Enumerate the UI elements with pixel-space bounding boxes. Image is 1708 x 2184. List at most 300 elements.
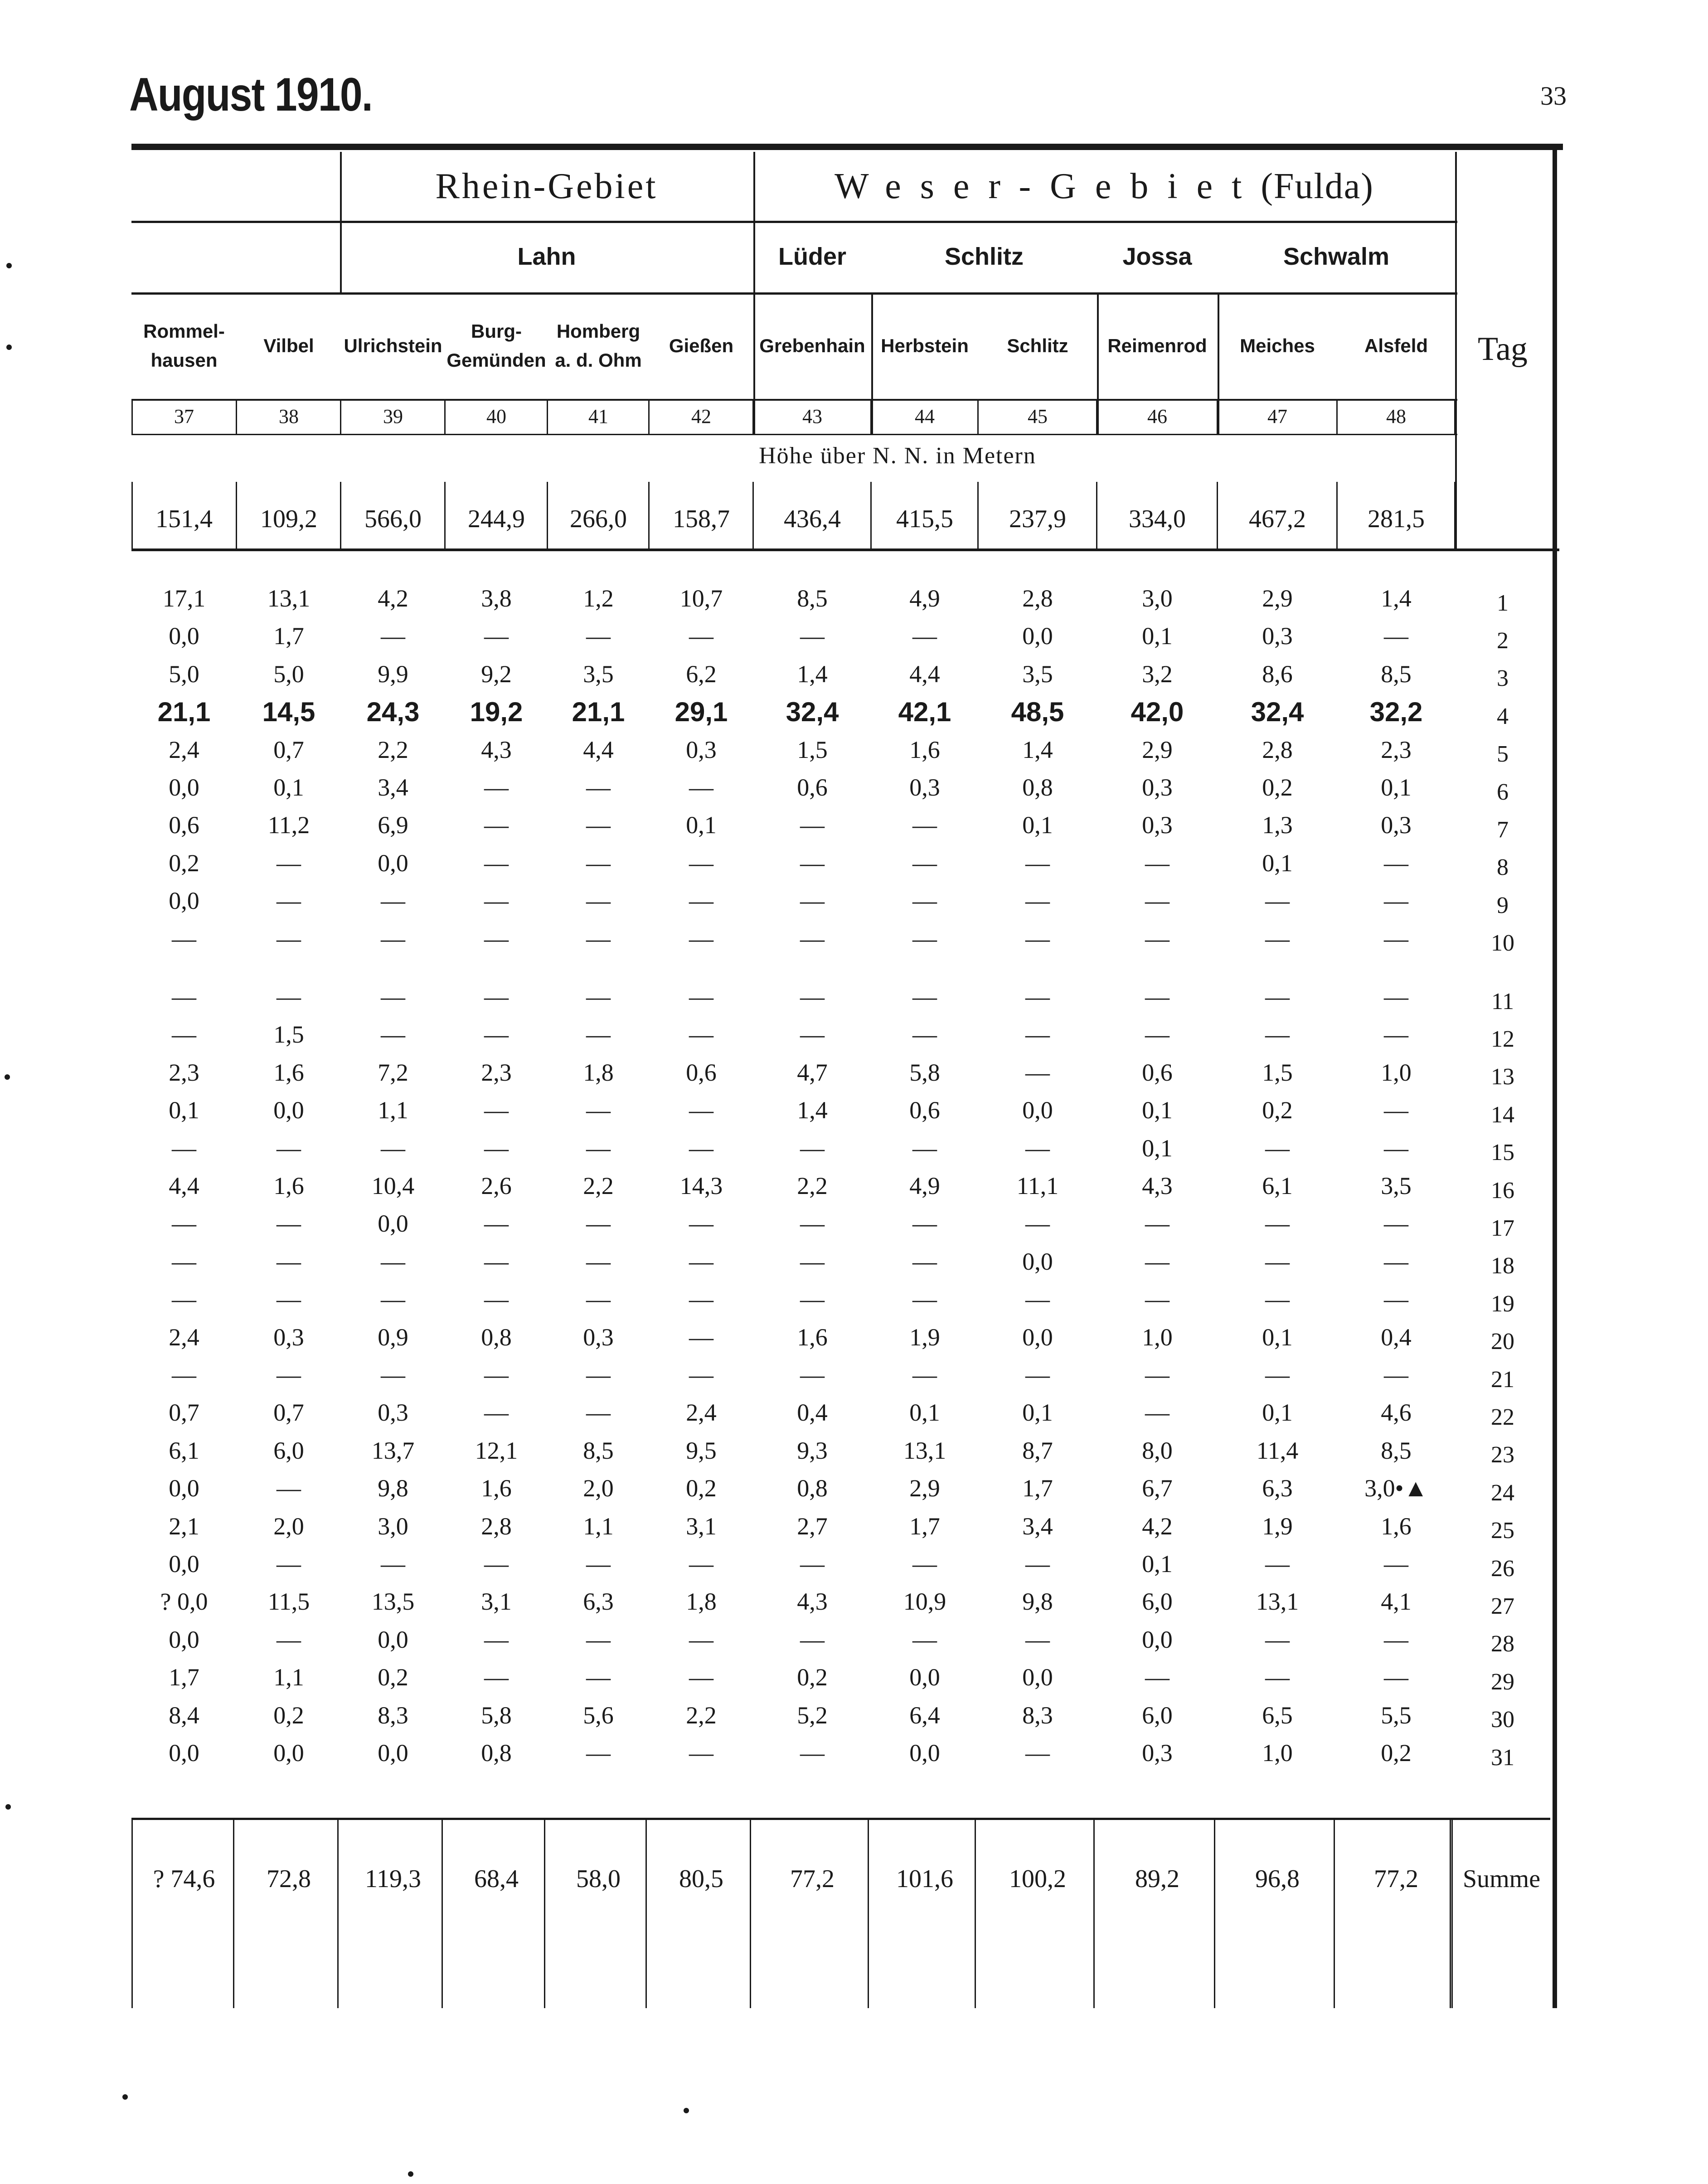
rain-value: 3,2: [1142, 660, 1173, 688]
rain-value: 1,2: [583, 585, 614, 612]
top-thick-rule: [131, 144, 1563, 150]
station-name: Grebenhain: [759, 335, 865, 356]
scan-speck: [122, 2094, 128, 2100]
day-number: 20: [1491, 1329, 1514, 1355]
rain-value: 0,3: [1381, 811, 1412, 839]
scan-speck: [5, 1074, 10, 1080]
rain-value: 2,2: [797, 1172, 828, 1199]
rain-value: —: [1145, 1210, 1169, 1238]
rain-value: —: [800, 1286, 825, 1313]
rain-value: 0,0: [169, 1739, 199, 1767]
rain-value: 2,0: [583, 1475, 614, 1502]
column-rule: [1214, 1818, 1215, 2008]
rain-value: 11,2: [267, 811, 310, 839]
rain-value: —: [381, 983, 405, 1010]
rain-value: —: [689, 1323, 713, 1351]
rain-value: 2,8: [1022, 585, 1053, 612]
rain-value: 0,1: [1381, 774, 1412, 801]
rain-value: —: [1145, 1664, 1169, 1691]
station-number: 41: [588, 405, 608, 427]
scan-speck: [408, 2171, 413, 2177]
rain-value: —: [586, 774, 611, 801]
rain-value: 1,6: [797, 1323, 828, 1351]
rain-value: 0,6: [797, 774, 828, 801]
rain-value: 4,2: [1142, 1512, 1173, 1540]
rain-value: —: [912, 925, 937, 952]
day-number: 6: [1497, 779, 1509, 805]
rain-value: 5,8: [481, 1701, 512, 1729]
rain-value: 14,5: [262, 696, 315, 727]
rain-value: —: [1025, 849, 1050, 877]
station-number: 45: [1028, 405, 1048, 427]
station-height: 109,2: [260, 505, 317, 533]
rain-value: —: [1145, 1021, 1169, 1048]
rain-value: —: [912, 1134, 937, 1162]
rain-value: 3,4: [378, 774, 408, 801]
rain-value: —: [381, 925, 405, 952]
rain-value: —: [586, 983, 611, 1010]
rain-value: 1,6: [273, 1058, 304, 1086]
rain-value: —: [172, 1134, 196, 1162]
rain-value: 32,4: [1251, 696, 1304, 727]
number-rule: [131, 434, 1457, 435]
rain-value: —: [689, 1286, 713, 1313]
rain-value: —: [800, 983, 825, 1010]
station-number: 40: [486, 405, 506, 427]
rain-value: —: [277, 1550, 301, 1577]
day-number: 28: [1491, 1631, 1514, 1657]
day-number: 9: [1497, 892, 1509, 918]
rain-value: 2,3: [1381, 736, 1412, 763]
rain-value: 0,8: [1022, 774, 1053, 801]
rain-value: 0,1: [1022, 1399, 1053, 1427]
rain-value: 0,3: [686, 736, 717, 763]
rain-value: —: [586, 1626, 611, 1653]
rain-value: 5,0: [169, 660, 199, 688]
rain-value: 2,9: [909, 1475, 940, 1502]
rain-value: 5,0: [273, 660, 304, 688]
rain-value: —: [586, 925, 611, 952]
rain-value: 0,2: [169, 849, 199, 877]
rain-value: 0,0: [169, 1550, 199, 1577]
station-height: 334,0: [1129, 505, 1186, 533]
rain-value: —: [484, 1097, 509, 1124]
rain-value: 5,8: [909, 1058, 940, 1086]
rain-value: —: [1145, 1361, 1169, 1388]
rain-value: 2,9: [1262, 585, 1293, 612]
rain-value: —: [912, 1626, 937, 1653]
day-number: 13: [1491, 1064, 1514, 1090]
rain-value: 0,3: [1142, 774, 1173, 801]
rain-value: —: [1025, 925, 1050, 952]
rain-value: 2,0: [273, 1512, 304, 1540]
rain-value: —: [800, 925, 825, 952]
rain-value: 4,4: [909, 660, 940, 688]
rain-value: 1,6: [481, 1475, 512, 1502]
rain-value: —: [800, 1361, 825, 1388]
rain-value: —: [277, 849, 301, 877]
station-number: 46: [1147, 405, 1167, 427]
rain-value: —: [1265, 1247, 1290, 1275]
rain-value: 13,1: [267, 585, 311, 612]
station-number: 43: [802, 405, 822, 427]
station-name: Vilbel: [263, 335, 314, 356]
rain-value: 0,3: [1262, 622, 1293, 650]
rain-value: —: [912, 1361, 937, 1388]
rain-value: 4,2: [378, 585, 408, 612]
rain-value: 0,6: [909, 1097, 940, 1124]
rain-value: —: [1145, 887, 1169, 915]
rain-value: 1,9: [909, 1323, 940, 1351]
rain-value: 11,1: [1016, 1172, 1059, 1199]
rain-value: —: [381, 1361, 405, 1388]
rain-value: —: [1025, 1739, 1050, 1767]
rain-value: —: [1384, 622, 1408, 650]
basin-rhein: Rhein-Gebiet: [435, 166, 658, 206]
station-name: Gießen: [669, 335, 734, 356]
rain-value: —: [689, 1626, 713, 1653]
rain-value: 2,9: [1142, 736, 1173, 763]
rain-value: —: [689, 1021, 713, 1048]
rain-value: —: [172, 1361, 196, 1388]
station-total: 96,8: [1255, 1865, 1300, 1893]
rain-value: 24,3: [366, 696, 420, 727]
station-name: Rommel- hausen: [143, 320, 225, 371]
rain-value: —: [484, 1664, 509, 1691]
rain-value: 0,8: [481, 1739, 512, 1767]
rain-value: 3,8: [481, 585, 512, 612]
rain-value: —: [800, 1739, 825, 1767]
station-name: Reimenrod: [1107, 335, 1207, 356]
day-number: 5: [1497, 741, 1509, 767]
rain-value: 0,3: [1142, 1739, 1173, 1767]
rain-value: —: [172, 1247, 196, 1275]
rain-value: —: [1265, 1134, 1290, 1162]
rain-value: —: [277, 1247, 301, 1275]
rain-value: —: [586, 1550, 611, 1577]
rain-value: 1,5: [797, 736, 828, 763]
station-total: 80,5: [679, 1865, 723, 1893]
rain-value: —: [800, 811, 825, 839]
rain-value: 4,4: [583, 736, 614, 763]
rain-value: 4,9: [909, 585, 940, 612]
rain-value: 1,0: [1142, 1323, 1173, 1351]
rain-value: 0,3: [273, 1323, 304, 1351]
rain-value: 0,3: [909, 774, 940, 801]
rain-value: —: [912, 1210, 937, 1238]
rain-value: —: [1384, 1097, 1408, 1124]
rain-value: 8,7: [1022, 1437, 1053, 1464]
rain-value: 8,5: [583, 1437, 614, 1464]
rain-value: 13,1: [1256, 1588, 1299, 1616]
day-number: 1: [1497, 590, 1509, 616]
rain-value: —: [912, 1021, 937, 1048]
rain-value: 9,5: [686, 1437, 717, 1464]
column-rule: [1334, 1818, 1335, 2008]
day-number: 2: [1497, 627, 1509, 654]
rain-value: —: [381, 1134, 405, 1162]
scan-speck: [5, 1804, 11, 1810]
rain-value: 3,0•▲: [1364, 1475, 1428, 1502]
rain-value: 4,3: [797, 1588, 828, 1616]
rain-value: 6,2: [686, 660, 717, 688]
rain-value: —: [484, 887, 509, 915]
rain-value: 0,0: [273, 1097, 304, 1124]
day-number: 18: [1491, 1253, 1514, 1279]
rain-value: 0,0: [1022, 1323, 1053, 1351]
rain-value: 6,1: [1262, 1172, 1293, 1199]
rain-value: —: [381, 1021, 405, 1048]
rain-value: —: [800, 887, 825, 915]
rain-value: —: [1384, 1210, 1408, 1238]
rain-value: 1,7: [909, 1512, 940, 1540]
rain-value: —: [1025, 1021, 1050, 1048]
rain-value: 0,6: [686, 1058, 717, 1086]
rain-value: —: [689, 1739, 713, 1767]
rain-value: —: [1265, 1550, 1290, 1577]
rain-value: —: [484, 1399, 509, 1427]
rain-value: —: [484, 1286, 509, 1313]
station-number: 44: [915, 405, 935, 427]
rain-value: —: [381, 1286, 405, 1313]
station-height: 436,4: [784, 505, 841, 533]
rain-value: 0,3: [583, 1323, 614, 1351]
tag-header: Tag: [1478, 330, 1528, 368]
rain-value: 0,1: [169, 1097, 199, 1124]
rain-value: 12,1: [475, 1437, 518, 1464]
rain-value: 8,5: [797, 585, 828, 612]
rain-value: —: [689, 925, 713, 952]
rain-value: 21,1: [572, 696, 625, 727]
rain-value: —: [1265, 1286, 1290, 1313]
rain-value: 0,0: [273, 1739, 304, 1767]
river-4: Schwalm: [1283, 243, 1390, 270]
rain-value: —: [586, 887, 611, 915]
rain-value: —: [172, 983, 196, 1010]
station-name: Alsfeld: [1364, 335, 1428, 356]
day-number: 31: [1491, 1744, 1514, 1771]
rain-value: —: [800, 1626, 825, 1653]
rain-value: 0,2: [797, 1664, 828, 1691]
rain-value: 4,4: [169, 1172, 199, 1199]
rain-value: 6,4: [909, 1701, 940, 1729]
rain-value: —: [484, 849, 509, 877]
rain-value: —: [277, 1361, 301, 1388]
rain-value: 6,0: [1142, 1701, 1173, 1729]
rain-value: 32,2: [1369, 696, 1423, 727]
day-number: 10: [1491, 930, 1514, 956]
rain-value: 0,6: [169, 811, 199, 839]
rain-value: 9,8: [378, 1475, 408, 1502]
rain-value: 8,5: [1381, 1437, 1412, 1464]
rain-value: 6,7: [1142, 1475, 1173, 1502]
rain-value: 0,0: [378, 849, 408, 877]
river-2: Schlitz: [944, 243, 1024, 270]
station-name: Schlitz: [1007, 335, 1068, 356]
station-total: 89,2: [1135, 1865, 1179, 1893]
rain-value: 48,5: [1011, 696, 1064, 727]
basin-weser: [753, 152, 1455, 221]
rain-value: 3,1: [686, 1512, 717, 1540]
rain-value: 0,0: [1022, 1247, 1053, 1275]
rain-value: —: [1384, 887, 1408, 915]
station-height: 244,9: [468, 505, 525, 533]
rain-value: 4,9: [909, 1172, 940, 1199]
rain-value: 11,5: [267, 1588, 310, 1616]
rain-value: 10,7: [679, 585, 723, 612]
rain-value: 1,6: [1381, 1512, 1412, 1540]
rain-value: 0,0: [378, 1626, 408, 1653]
rain-value: 0,3: [1142, 811, 1173, 839]
rain-value: —: [1145, 983, 1169, 1010]
rain-value: —: [689, 887, 713, 915]
station-name: Burg- Gemünden: [446, 320, 546, 371]
rain-value: 0,1: [1142, 1550, 1173, 1577]
day-number: 24: [1491, 1480, 1514, 1506]
rain-value: —: [484, 1550, 509, 1577]
rain-value: —: [484, 925, 509, 952]
rain-value: —: [586, 622, 611, 650]
station-total: 68,4: [474, 1865, 519, 1893]
rain-value: 13,7: [371, 1437, 415, 1464]
rain-value: 3,5: [1022, 660, 1053, 688]
rain-value: 42,0: [1131, 696, 1184, 727]
rain-value: —: [800, 1550, 825, 1577]
rain-value: 1,5: [273, 1021, 304, 1048]
rain-value: 2,4: [169, 736, 199, 763]
rain-value: —: [912, 983, 937, 1010]
right-border-rule: [1553, 147, 1557, 2008]
rain-value: —: [689, 622, 713, 650]
scan-speck: [684, 2108, 689, 2113]
rain-value: —: [1384, 1626, 1408, 1653]
rain-value: —: [1384, 983, 1408, 1010]
rain-value: 1,6: [273, 1172, 304, 1199]
rain-value: 8,3: [1022, 1701, 1053, 1729]
rain-value: 2,2: [686, 1701, 717, 1729]
rain-value: 0,0: [909, 1739, 940, 1767]
rain-value: —: [172, 1286, 196, 1313]
column-rule: [337, 1818, 339, 2008]
rain-value: 1,7: [1022, 1475, 1053, 1502]
column-rule: [645, 1818, 647, 2008]
rain-value: 0,0: [1022, 1097, 1053, 1124]
rain-value: —: [1145, 849, 1169, 877]
rain-value: 17,1: [162, 585, 206, 612]
rain-value: —: [586, 811, 611, 839]
rain-value: 0,0: [169, 622, 199, 650]
rain-value: 0,1: [1022, 811, 1053, 839]
rain-value: —: [912, 887, 937, 915]
rain-value: 1,7: [273, 622, 304, 650]
rain-value: 4,3: [1142, 1172, 1173, 1199]
column-rule: [750, 1818, 751, 2008]
column-rule: [975, 1818, 976, 2008]
rain-value: —: [1025, 983, 1050, 1010]
rain-value: —: [689, 774, 713, 801]
river-0: Lahn: [517, 243, 576, 270]
rain-value: 6,0: [273, 1437, 304, 1464]
rain-value: 0,1: [1142, 622, 1173, 650]
column-rule: [233, 1818, 234, 2008]
rain-value: —: [586, 1664, 611, 1691]
station-number: 48: [1386, 405, 1406, 427]
rain-value: —: [277, 1626, 301, 1653]
rain-value: —: [800, 1134, 825, 1162]
rain-value: 1,1: [583, 1512, 614, 1540]
column-rule: [442, 1818, 443, 2008]
rain-value: —: [1265, 887, 1290, 915]
station-number: 37: [174, 405, 194, 427]
rain-value: —: [1025, 1134, 1050, 1162]
rain-value: 13,5: [371, 1588, 415, 1616]
rain-value: 0,0: [1022, 1664, 1053, 1691]
rain-value: —: [277, 887, 301, 915]
station-total: 101,6: [896, 1865, 953, 1893]
column-rule: [1450, 1818, 1451, 2008]
rain-value: 1,9: [1262, 1512, 1293, 1540]
rain-value: —: [1025, 1550, 1050, 1577]
rain-value: —: [1384, 849, 1408, 877]
rain-value: —: [689, 1097, 713, 1124]
rain-value: 42,1: [898, 696, 951, 727]
rain-value: 2,8: [1262, 736, 1293, 763]
station-total: 77,2: [1374, 1865, 1418, 1893]
station-height: 281,5: [1368, 505, 1425, 533]
day-number: 15: [1491, 1140, 1514, 1166]
rain-value: 0,4: [1381, 1323, 1412, 1351]
rain-value: —: [1384, 1550, 1408, 1577]
rain-value: 0,6: [1142, 1058, 1173, 1086]
rain-value: —: [800, 1247, 825, 1275]
rain-value: 0,1: [1142, 1097, 1173, 1124]
day-number: 21: [1491, 1366, 1514, 1393]
rain-value: 9,8: [1022, 1588, 1053, 1616]
day-number: 29: [1491, 1669, 1514, 1695]
rain-value: —: [912, 849, 937, 877]
column-rule: [131, 1818, 133, 2008]
rain-value: 2,8: [481, 1512, 512, 1540]
station-total: 100,2: [1009, 1865, 1066, 1893]
rain-value: 2,6: [481, 1172, 512, 1199]
station-number: 42: [691, 405, 711, 427]
rain-value: 0,8: [797, 1475, 828, 1502]
rain-value: 0,0: [1142, 1626, 1173, 1653]
rain-value: —: [172, 1021, 196, 1048]
rain-value: —: [689, 1664, 713, 1691]
rain-value: 0,0: [169, 774, 199, 801]
day-number: 30: [1491, 1707, 1514, 1733]
rain-value: 1,4: [1381, 585, 1412, 612]
rain-value: —: [484, 1134, 509, 1162]
rain-value: 0,7: [273, 1399, 304, 1427]
day-number: 8: [1497, 854, 1509, 881]
station-total: 119,3: [365, 1865, 421, 1893]
rain-value: 0,0: [378, 1739, 408, 1767]
rain-value: 1,4: [1022, 736, 1053, 763]
rain-value: 0,1: [1262, 1399, 1293, 1427]
rain-value: —: [277, 1210, 301, 1238]
rain-value: 9,3: [797, 1437, 828, 1464]
rain-value: 6,0: [1142, 1588, 1173, 1616]
rain-value: 1,7: [169, 1664, 199, 1691]
rain-value: 1,0: [1262, 1739, 1293, 1767]
rain-value: 0,2: [686, 1475, 717, 1502]
station-number: 39: [383, 405, 403, 427]
rain-value: —: [689, 1210, 713, 1238]
rain-value: —: [277, 925, 301, 952]
rain-value: 0,2: [1262, 774, 1293, 801]
